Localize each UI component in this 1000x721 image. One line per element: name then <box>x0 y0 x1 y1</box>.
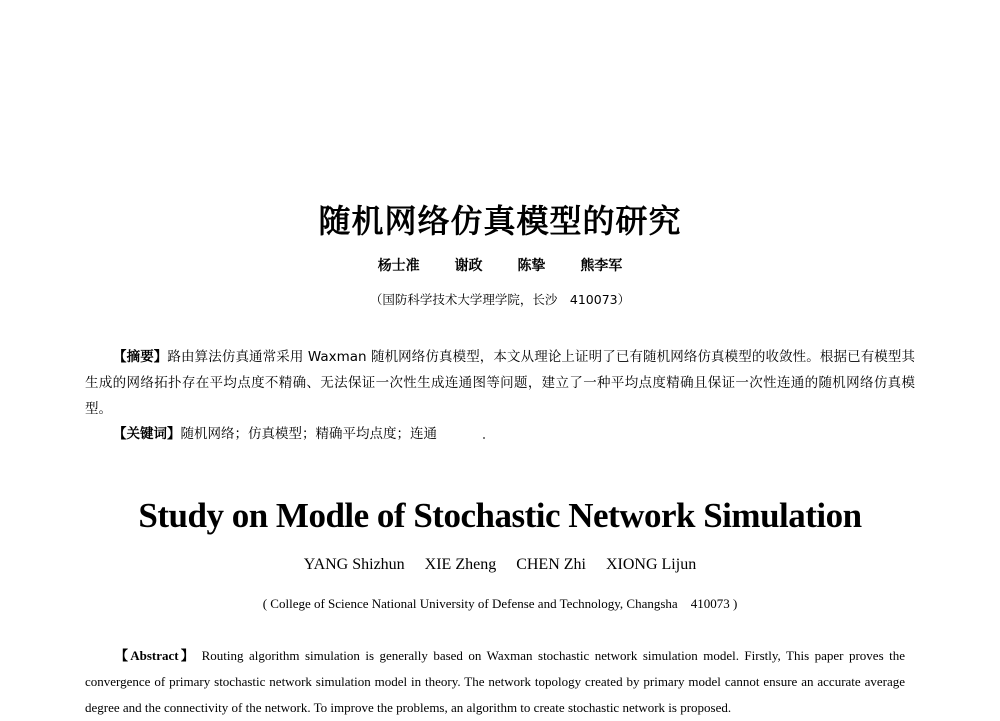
english-authors <box>0 556 1000 574</box>
chinese-abstract-label: 【摘要】 <box>113 349 168 365</box>
chinese-author: 谢政 <box>454 258 483 274</box>
chinese-author: 熊李军 <box>580 258 623 274</box>
english-author: XIONG Lijun <box>605 556 697 573</box>
chinese-authors <box>0 255 1000 275</box>
english-title: Study on Modle of Stochastic Network Simulation <box>138 496 862 535</box>
english-author: YANG Shizhun <box>303 556 405 573</box>
chinese-keywords-label: 【关键词】 <box>113 426 181 442</box>
chinese-title: 随机网络仿真模型的研究 <box>318 202 682 240</box>
chinese-author: 杨士准 <box>377 258 420 274</box>
chinese-author: 陈挚 <box>517 258 546 274</box>
english-affiliation: ( College of Science National University of Defense and Technology, Changsha 410073 ) <box>262 596 738 611</box>
english-abstract-text: Routing algorithm simulation is generally based on Waxman stochastic network simulation model. Firstly, This paper proves the convergence of primary stochastic network simulation model in theory. The network topology created by primary model cannot ensure an accurate average degree and the connectivity of the network. To improve the problems, an algorithm to create stochastic network is proposed. <box>85 648 905 715</box>
english-abstract <box>85 643 905 721</box>
chinese-keywords-text: 随机网络；仿真模型；精确平均点度；连通 <box>180 426 437 442</box>
chinese-keywords <box>113 422 437 442</box>
english-abstract-label: 【Abstract】 <box>115 648 197 663</box>
scan-speck <box>483 437 485 439</box>
english-author: XIE Zheng <box>424 556 497 573</box>
chinese-abstract-text: 路由算法仿真通常采用 Waxman 随机网络仿真模型，本文从理论上证明了已有随机网络仿真模型的收敛性。根据已有模型其生成的网络拓扑存在平均点度不精确、无法保证一次性生成连通图等问题，建立了一种平均点度精确且保证一次性连通的随机网络仿真模型。 <box>85 349 916 417</box>
english-author: CHEN Zhi <box>516 556 586 573</box>
chinese-affiliation: （国防科学技术大学理学院，长沙 410073） <box>369 292 631 307</box>
chinese-abstract <box>85 344 915 422</box>
